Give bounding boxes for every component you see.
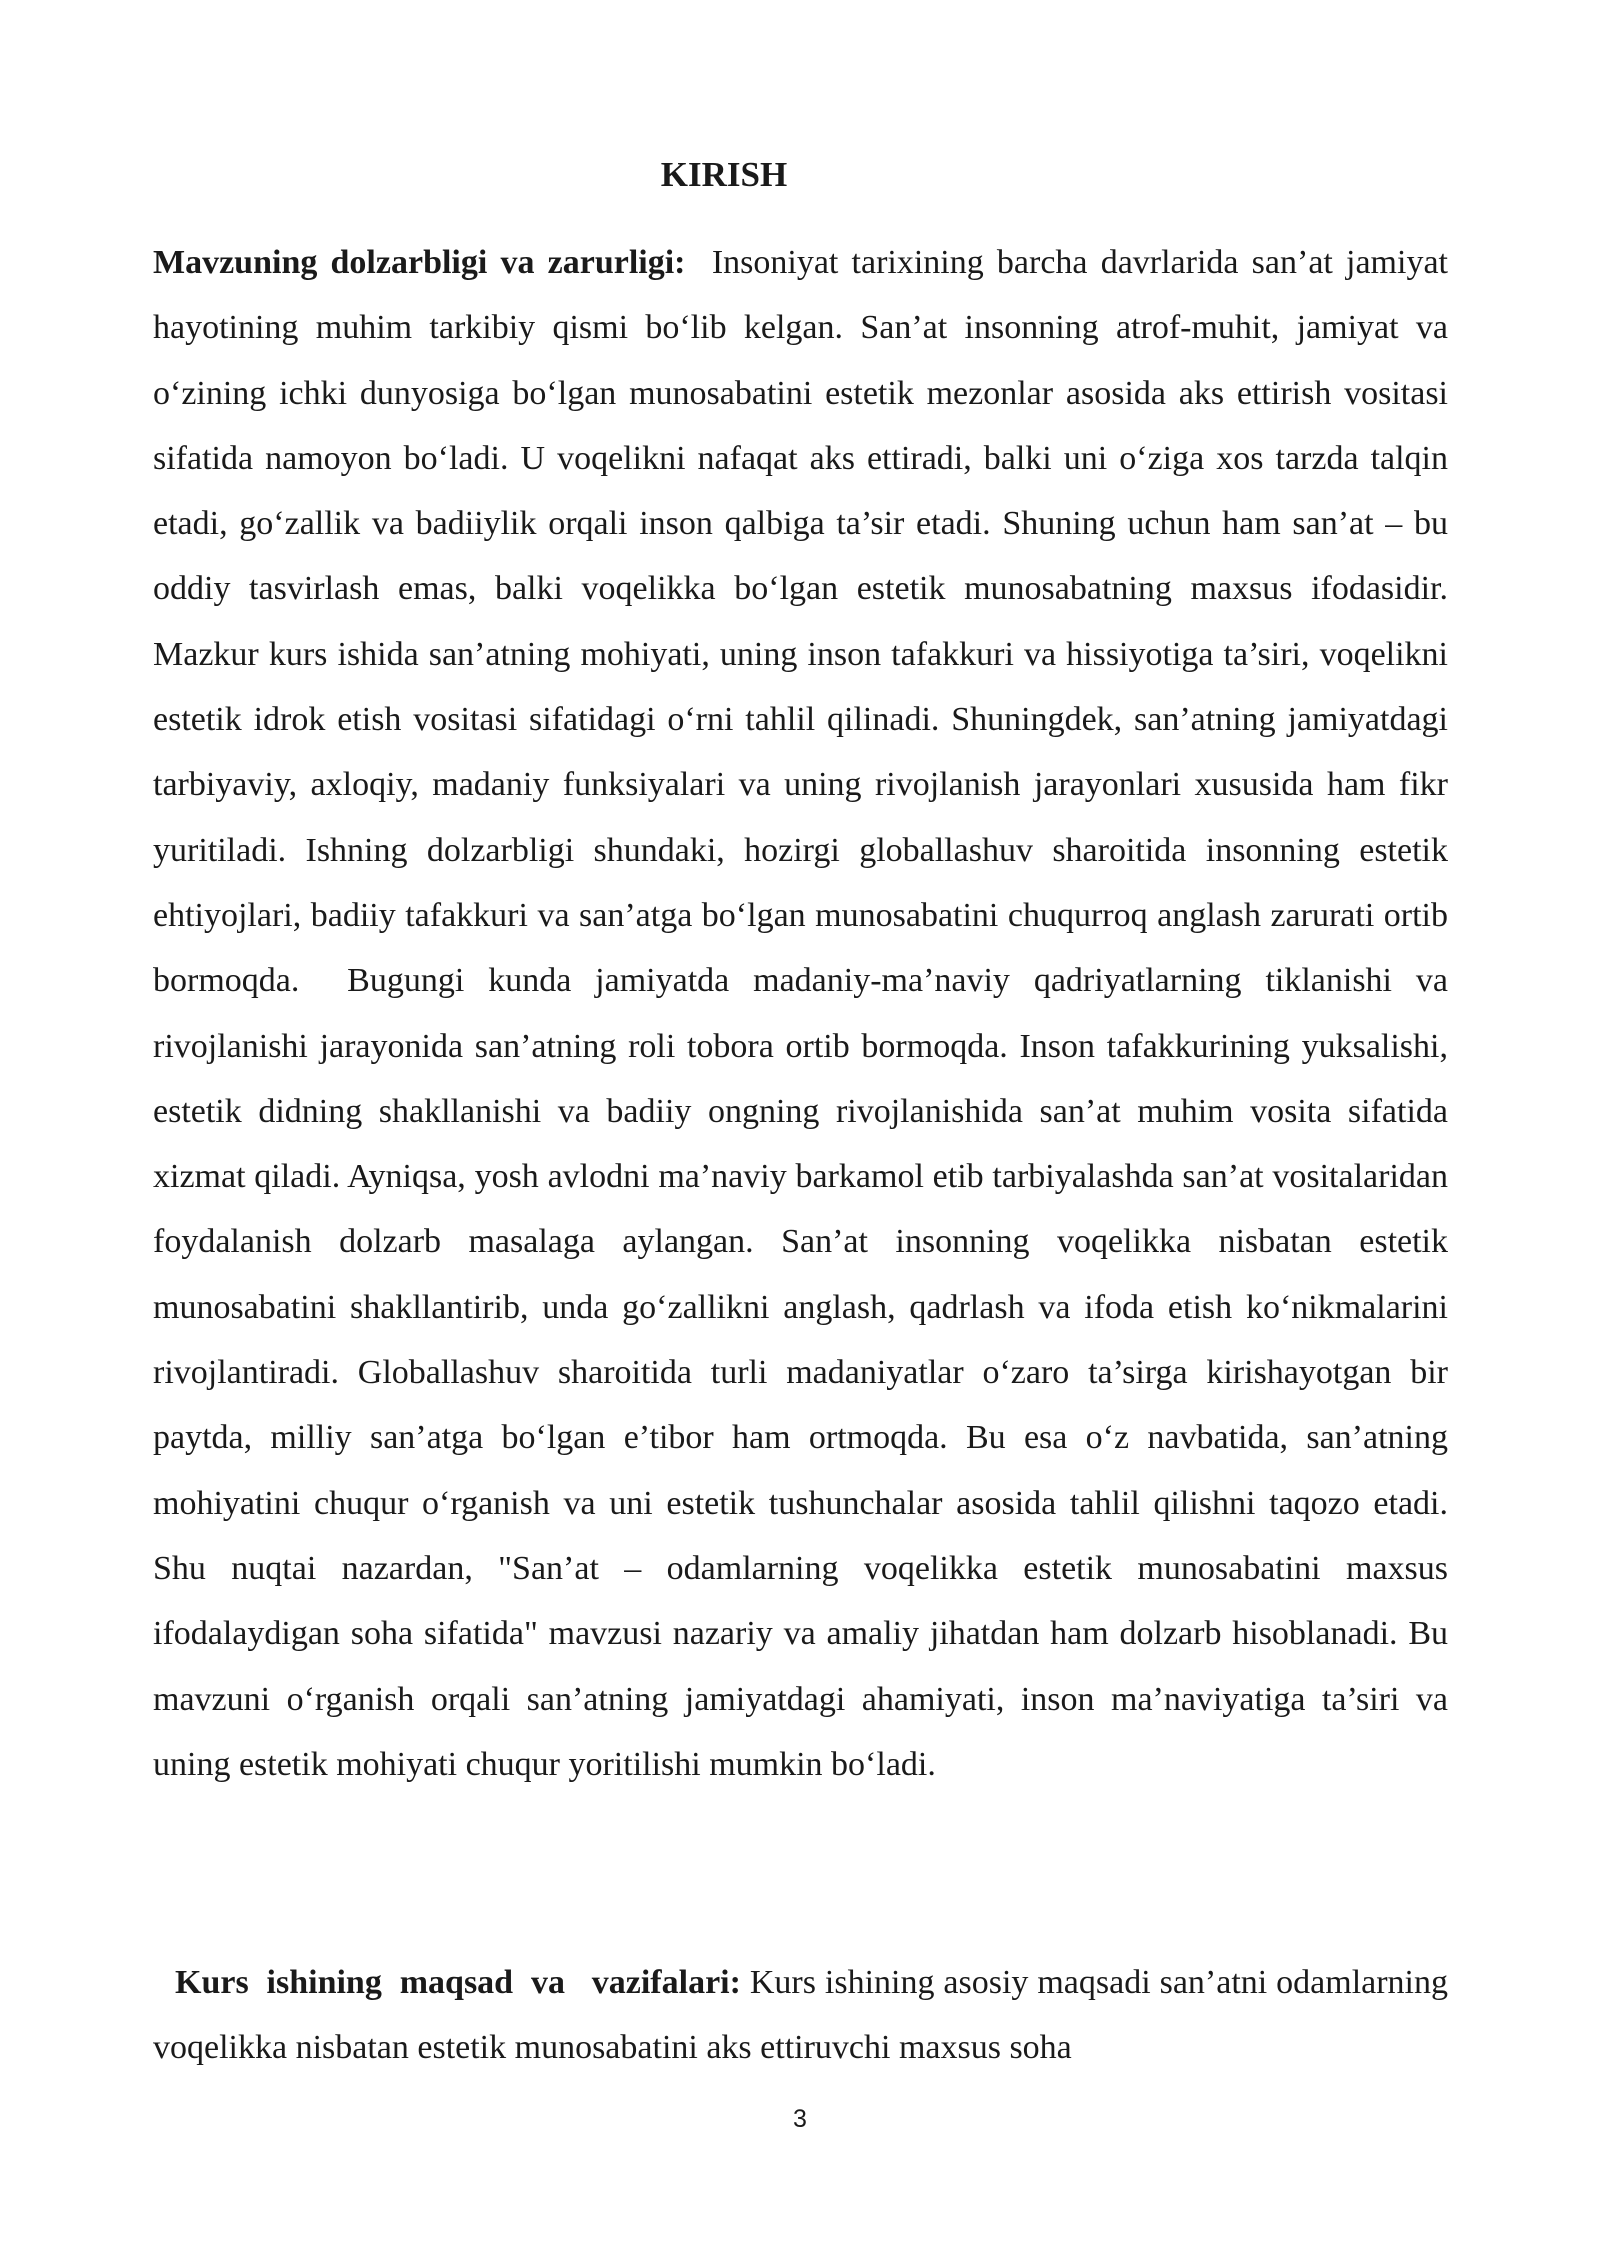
paragraph-goals [153, 1950, 1448, 2081]
page-title: KIRISH [660, 155, 788, 194]
paragraph-relevance [153, 230, 1482, 1797]
page-number: 3 [793, 2105, 807, 2133]
paragraph-relevance-text: Insoniyat tarixining barcha davrlarida san’at jamiyat hayotining muhim tarkibiy qismi bo‘lib kelgan. San’at insonning atrof-muhit, jamiyat va o‘zining ichki dunyosiga bo‘lgan munosabatini estetik mezonlar asosida aks ettirish vositasi sifatida namoyon bo‘ladi. U voqelikni nafaqat aks ettiradi, balki uni o‘ziga xos tarzda talqin etadi, go‘zallik va badiiylik orqali inson qalbiga ta’sir etadi. Shuning uchun ham san’at – bu oddiy tasvirlash emas, balki voqelikka bo‘lgan estetik munosabatning maxsus ifodasidir. Mazkur kurs ishida san’atning mohiyati, uning inson tafakkuri va hissiyotiga ta’siri, voqelikni estetik idrok etish vositasi sifatidagi o‘rni tahlil qilinadi. Shuningdek, san’atning jamiyatdagi tarbiyaviy, axloqiy, madaniy funksiyalari va uning rivojlanish jarayonlari xususida ham fikr yuritiladi. Ishning dolzarbligi shundaki, hozirgi globallashuv sharoitida insonning estetik ehtiyojlari, badiiy tafakkuri va san’atga bo‘lgan munosabatini chuqurroq anglash zarurati ortib bormoqda. Bugungi kunda jamiyatda madaniy-ma’naviy qadriyatlarning tiklanishi va rivojlanishi jarayonida san’atning roli tobora ortib bormoqda. Inson tafakkurining yuksalishi, estetik didning shakllanishi va badiiy ongning rivojlanishida san’at muhim vosita sifatida xizmat qiladi. Ayniqsa, yosh avlodni ma’naviy barkamol etib tarbiyalashda san’at vositalaridan foydalanish dolzarb masalaga aylangan. San’at insonning voqelikka nisbatan estetik munosabatini shakllantirib, unda go‘zallikni anglash, qadrlash va ifoda etish ko‘nikmalarini rivojlantiradi. Globallashuv sharoitida turli madaniyatlar o‘zaro ta’sirga kirishayotgan bir paytda, milliy san’atga bo‘lgan e’tibor ham ortmoqda. Bu esa o‘z navbatida, san’atning mohiyatini chuqur o‘rganish va uni estetik tushunchalar asosida tahlil qilishni taqozo etadi. Shu nuqtai nazardan, "San’at – odamlarning voqelikka estetik munosabatini maxsus ifodalaydigan soha sifatida" mavzusi nazariy va amaliy jihatdan ham dolzarb hisoblanadi. Bu mavzuni o‘rganish orqali san’atning jamiyatdagi ahamiyati, inson ma’naviyatiga ta’siri va uning estetik mohiyati chuqur yoritilishi mumkin bo‘ladi. [153, 244, 1482, 1783]
run-in-heading-goals: Kurs ishining maqsad va vazifalari: [175, 1964, 741, 2001]
run-in-heading-relevance: Mavzuning dolzarbligi va zarurligi: [153, 244, 686, 281]
paragraph-goals-text: Kurs ishining asosiy maqsadi san’atni odamlarning voqelikka nisbatan estetik munosabatini aks ettiruvchi maxsus soha [153, 1964, 1448, 2067]
